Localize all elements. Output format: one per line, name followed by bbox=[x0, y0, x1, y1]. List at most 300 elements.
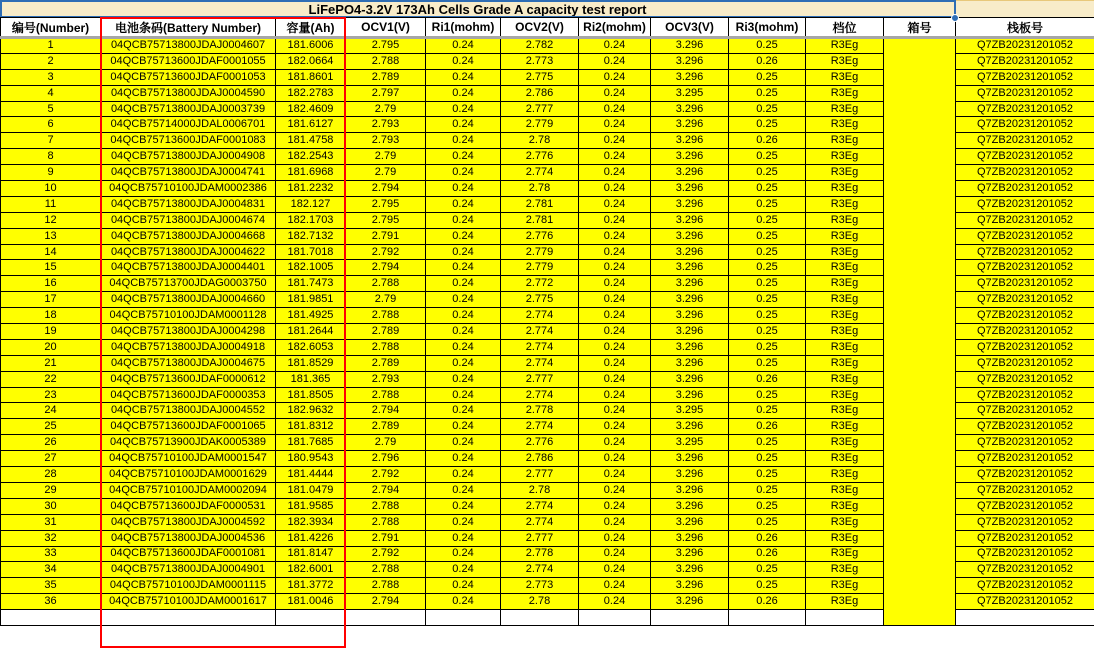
cell[interactable]: 34 bbox=[1, 562, 101, 578]
cell[interactable]: R3Eg bbox=[806, 53, 884, 69]
cell[interactable]: Q7ZB20231201052 bbox=[956, 451, 1094, 467]
cell[interactable]: 0.24 bbox=[579, 482, 651, 498]
cell[interactable]: 04QCB75713800JDAJ0004590 bbox=[101, 85, 276, 101]
cell[interactable]: 0.26 bbox=[729, 594, 806, 610]
cell[interactable]: 04QCB75710100JDAM0002094 bbox=[101, 482, 276, 498]
cell[interactable]: 04QCB75713600JDAF0000612 bbox=[101, 371, 276, 387]
cell[interactable]: 26 bbox=[1, 435, 101, 451]
cell[interactable]: R3Eg bbox=[806, 85, 884, 101]
cell[interactable]: 0.25 bbox=[729, 498, 806, 514]
cell[interactable]: 0.24 bbox=[579, 85, 651, 101]
cell[interactable]: 0.24 bbox=[579, 196, 651, 212]
cell[interactable]: Q7ZB20231201052 bbox=[956, 165, 1094, 181]
cell[interactable]: 0.26 bbox=[729, 419, 806, 435]
cell[interactable]: 04QCB75713800JDAJ0004675 bbox=[101, 355, 276, 371]
column-header[interactable]: Ri3(mohm) bbox=[729, 18, 806, 38]
cell[interactable]: 0.24 bbox=[426, 403, 501, 419]
cell[interactable]: 3.296 bbox=[651, 276, 729, 292]
cell[interactable]: 04QCB75710100JDAM0002386 bbox=[101, 181, 276, 197]
cell[interactable]: 0.26 bbox=[729, 133, 806, 149]
cell[interactable]: 04QCB75713800JDAJ0004901 bbox=[101, 562, 276, 578]
cell[interactable]: 182.1005 bbox=[276, 260, 346, 276]
cell[interactable]: 2.796 bbox=[346, 451, 426, 467]
cell[interactable]: 2.793 bbox=[346, 371, 426, 387]
cell[interactable]: 27 bbox=[1, 451, 101, 467]
cell[interactable]: Q7ZB20231201052 bbox=[956, 53, 1094, 69]
column-header[interactable]: 电池条码(Battery Number) bbox=[101, 18, 276, 38]
cell[interactable]: 2.781 bbox=[501, 196, 579, 212]
cell[interactable]: 35 bbox=[1, 578, 101, 594]
cell[interactable]: 3.296 bbox=[651, 38, 729, 54]
cell[interactable]: 3.296 bbox=[651, 53, 729, 69]
cell[interactable]: Q7ZB20231201052 bbox=[956, 260, 1094, 276]
cell[interactable]: R3Eg bbox=[806, 419, 884, 435]
cell[interactable]: 3.296 bbox=[651, 562, 729, 578]
cell[interactable]: 0.24 bbox=[426, 85, 501, 101]
column-header[interactable]: Ri2(mohm) bbox=[579, 18, 651, 38]
cell[interactable]: Q7ZB20231201052 bbox=[956, 212, 1094, 228]
cell[interactable]: 181.8312 bbox=[276, 419, 346, 435]
cell[interactable]: 3.296 bbox=[651, 228, 729, 244]
cell[interactable]: 18 bbox=[1, 308, 101, 324]
cell[interactable]: R3Eg bbox=[806, 276, 884, 292]
cell[interactable]: R3Eg bbox=[806, 228, 884, 244]
cell[interactable]: 31 bbox=[1, 514, 101, 530]
cell[interactable] bbox=[956, 610, 1094, 626]
cell[interactable]: 10 bbox=[1, 181, 101, 197]
cell[interactable]: 04QCB75713800JDAJ0004401 bbox=[101, 260, 276, 276]
cell[interactable]: 2.792 bbox=[346, 546, 426, 562]
cell[interactable]: 36 bbox=[1, 594, 101, 610]
cell[interactable]: 2.774 bbox=[501, 419, 579, 435]
cell[interactable]: 0.25 bbox=[729, 212, 806, 228]
cell[interactable]: R3Eg bbox=[806, 355, 884, 371]
column-header[interactable]: 档位 bbox=[806, 18, 884, 38]
cell[interactable]: 181.0046 bbox=[276, 594, 346, 610]
cell[interactable] bbox=[806, 610, 884, 626]
cell[interactable]: 2.793 bbox=[346, 133, 426, 149]
cell[interactable]: 3.296 bbox=[651, 69, 729, 85]
cell[interactable]: 0.24 bbox=[426, 165, 501, 181]
cell[interactable]: 0.25 bbox=[729, 260, 806, 276]
cell[interactable]: 2.788 bbox=[346, 578, 426, 594]
cell[interactable]: 30 bbox=[1, 498, 101, 514]
cell[interactable]: 0.25 bbox=[729, 578, 806, 594]
cell[interactable]: 3.296 bbox=[651, 339, 729, 355]
cell[interactable]: 04QCB75713800JDAJ0004298 bbox=[101, 324, 276, 340]
cell[interactable]: 0.24 bbox=[426, 355, 501, 371]
cell[interactable]: 2.78 bbox=[501, 133, 579, 149]
cell[interactable]: 0.24 bbox=[579, 276, 651, 292]
cell[interactable]: 04QCB75713600JDAF0001055 bbox=[101, 53, 276, 69]
cell[interactable] bbox=[1, 610, 101, 626]
cell[interactable]: 2.779 bbox=[501, 260, 579, 276]
cell[interactable]: 2.774 bbox=[501, 498, 579, 514]
cell[interactable]: R3Eg bbox=[806, 212, 884, 228]
cell[interactable]: 181.2644 bbox=[276, 324, 346, 340]
cell[interactable]: 2.794 bbox=[346, 482, 426, 498]
cell[interactable]: 0.24 bbox=[579, 308, 651, 324]
cell[interactable]: Q7ZB20231201052 bbox=[956, 69, 1094, 85]
cell[interactable]: 2.775 bbox=[501, 69, 579, 85]
cell[interactable]: 3.296 bbox=[651, 324, 729, 340]
cell[interactable]: 0.24 bbox=[579, 53, 651, 69]
cell[interactable]: R3Eg bbox=[806, 324, 884, 340]
cell[interactable]: 04QCB75713800JDAJ0004741 bbox=[101, 165, 276, 181]
cell[interactable]: 0.24 bbox=[426, 562, 501, 578]
cell[interactable]: 0.24 bbox=[579, 212, 651, 228]
cell[interactable]: Q7ZB20231201052 bbox=[956, 546, 1094, 562]
cell[interactable]: 181.3772 bbox=[276, 578, 346, 594]
cell[interactable]: 0.24 bbox=[579, 435, 651, 451]
cell[interactable]: 0.24 bbox=[579, 530, 651, 546]
cell[interactable]: 0.24 bbox=[426, 38, 501, 54]
cell[interactable]: 11 bbox=[1, 196, 101, 212]
cell[interactable]: 3.296 bbox=[651, 419, 729, 435]
cell[interactable]: 0.24 bbox=[579, 228, 651, 244]
cell[interactable]: Q7ZB20231201052 bbox=[956, 355, 1094, 371]
cell[interactable]: 2.788 bbox=[346, 514, 426, 530]
cell[interactable]: 0.24 bbox=[426, 324, 501, 340]
cell[interactable]: R3Eg bbox=[806, 514, 884, 530]
cell[interactable]: 04QCB75710100JDAM0001617 bbox=[101, 594, 276, 610]
cell[interactable]: 181.7685 bbox=[276, 435, 346, 451]
cell[interactable]: 04QCB75713600JDAF0001083 bbox=[101, 133, 276, 149]
cell[interactable]: 0.24 bbox=[426, 419, 501, 435]
cell[interactable]: 04QCB75713800JDAJ0003739 bbox=[101, 101, 276, 117]
cell[interactable]: 182.2543 bbox=[276, 149, 346, 165]
cell[interactable]: 04QCB75713600JDAF0001065 bbox=[101, 419, 276, 435]
cell[interactable]: 3.296 bbox=[651, 498, 729, 514]
cell[interactable]: Q7ZB20231201052 bbox=[956, 339, 1094, 355]
cell[interactable]: 2.779 bbox=[501, 117, 579, 133]
cell[interactable]: 04QCB75710100JDAM0001629 bbox=[101, 467, 276, 483]
cell[interactable]: 182.7132 bbox=[276, 228, 346, 244]
cell[interactable]: 2.788 bbox=[346, 562, 426, 578]
cell[interactable]: 2.795 bbox=[346, 38, 426, 54]
cell[interactable]: 2.788 bbox=[346, 276, 426, 292]
cell[interactable]: 0.24 bbox=[426, 339, 501, 355]
cell[interactable]: 2.794 bbox=[346, 260, 426, 276]
cell[interactable]: Q7ZB20231201052 bbox=[956, 482, 1094, 498]
cell[interactable]: 3.296 bbox=[651, 117, 729, 133]
cell[interactable]: 1 bbox=[1, 38, 101, 54]
cell[interactable]: 0.26 bbox=[729, 546, 806, 562]
cell[interactable] bbox=[501, 610, 579, 626]
cell[interactable]: 3.296 bbox=[651, 514, 729, 530]
cell[interactable]: 2.786 bbox=[501, 451, 579, 467]
cell[interactable]: 0.24 bbox=[426, 482, 501, 498]
cell[interactable] bbox=[579, 610, 651, 626]
cell[interactable]: 6 bbox=[1, 117, 101, 133]
cell[interactable]: Q7ZB20231201052 bbox=[956, 530, 1094, 546]
cell[interactable]: 0.24 bbox=[426, 276, 501, 292]
cell[interactable]: 3.296 bbox=[651, 594, 729, 610]
cell[interactable] bbox=[346, 610, 426, 626]
cell[interactable]: 0.24 bbox=[426, 435, 501, 451]
cell[interactable]: 15 bbox=[1, 260, 101, 276]
cell[interactable]: R3Eg bbox=[806, 435, 884, 451]
cell[interactable]: 2.778 bbox=[501, 546, 579, 562]
cell[interactable]: Q7ZB20231201052 bbox=[956, 101, 1094, 117]
cell[interactable]: 2.789 bbox=[346, 324, 426, 340]
cell[interactable]: 0.24 bbox=[426, 133, 501, 149]
cell[interactable]: 19 bbox=[1, 324, 101, 340]
cell[interactable]: R3Eg bbox=[806, 308, 884, 324]
cell[interactable]: R3Eg bbox=[806, 260, 884, 276]
cell[interactable]: 0.24 bbox=[579, 117, 651, 133]
cell[interactable]: 2.795 bbox=[346, 196, 426, 212]
cell[interactable]: Q7ZB20231201052 bbox=[956, 228, 1094, 244]
cell[interactable]: 0.24 bbox=[426, 546, 501, 562]
cell[interactable]: 2.788 bbox=[346, 53, 426, 69]
cell[interactable]: 2.788 bbox=[346, 339, 426, 355]
cell[interactable]: 2.777 bbox=[501, 371, 579, 387]
cell[interactable]: 181.6006 bbox=[276, 38, 346, 54]
cell[interactable]: Q7ZB20231201052 bbox=[956, 324, 1094, 340]
cell[interactable]: 0.24 bbox=[426, 196, 501, 212]
cell[interactable]: 0.25 bbox=[729, 101, 806, 117]
cell[interactable]: R3Eg bbox=[806, 562, 884, 578]
cell[interactable]: 2.776 bbox=[501, 435, 579, 451]
cell[interactable]: 181.9851 bbox=[276, 292, 346, 308]
cell[interactable]: 3.296 bbox=[651, 451, 729, 467]
cell[interactable]: Q7ZB20231201052 bbox=[956, 403, 1094, 419]
cell[interactable]: 2 bbox=[1, 53, 101, 69]
cell[interactable]: 0.24 bbox=[426, 308, 501, 324]
cell[interactable]: 0.25 bbox=[729, 482, 806, 498]
cell[interactable]: 3.296 bbox=[651, 355, 729, 371]
cell[interactable]: 2.78 bbox=[501, 181, 579, 197]
cell[interactable]: 182.6053 bbox=[276, 339, 346, 355]
cell[interactable]: 7 bbox=[1, 133, 101, 149]
cell[interactable]: 3.296 bbox=[651, 196, 729, 212]
cell[interactable]: 0.25 bbox=[729, 244, 806, 260]
cell[interactable]: R3Eg bbox=[806, 69, 884, 85]
cell[interactable]: 04QCB75713600JDAF0001053 bbox=[101, 69, 276, 85]
cell[interactable]: 2.794 bbox=[346, 181, 426, 197]
cell[interactable]: 0.25 bbox=[729, 403, 806, 419]
cell[interactable]: Q7ZB20231201052 bbox=[956, 85, 1094, 101]
cell[interactable]: 3.295 bbox=[651, 85, 729, 101]
cell[interactable]: R3Eg bbox=[806, 403, 884, 419]
cell[interactable]: 3.296 bbox=[651, 149, 729, 165]
cell[interactable]: 2.79 bbox=[346, 435, 426, 451]
cell[interactable]: R3Eg bbox=[806, 133, 884, 149]
cell[interactable] bbox=[426, 610, 501, 626]
cell[interactable]: R3Eg bbox=[806, 101, 884, 117]
cell[interactable]: R3Eg bbox=[806, 38, 884, 54]
cell[interactable]: 04QCB75713900JDAK0005389 bbox=[101, 435, 276, 451]
cell[interactable]: 13 bbox=[1, 228, 101, 244]
cell[interactable] bbox=[651, 610, 729, 626]
cell[interactable]: Q7ZB20231201052 bbox=[956, 38, 1094, 54]
cell[interactable]: 0.24 bbox=[426, 451, 501, 467]
cell[interactable]: 8 bbox=[1, 149, 101, 165]
cell[interactable]: 181.8147 bbox=[276, 546, 346, 562]
cell[interactable]: 32 bbox=[1, 530, 101, 546]
column-header[interactable]: OCV1(V) bbox=[346, 18, 426, 38]
cell[interactable]: 181.0479 bbox=[276, 482, 346, 498]
cell[interactable]: 3.295 bbox=[651, 403, 729, 419]
cell[interactable]: 4 bbox=[1, 85, 101, 101]
cell[interactable]: 04QCB75713800JDAJ0004918 bbox=[101, 339, 276, 355]
cell[interactable]: 0.25 bbox=[729, 514, 806, 530]
cell[interactable]: 3.296 bbox=[651, 578, 729, 594]
cell[interactable]: 181.365 bbox=[276, 371, 346, 387]
cell[interactable]: 0.25 bbox=[729, 324, 806, 340]
cell[interactable]: R3Eg bbox=[806, 467, 884, 483]
cell[interactable]: 24 bbox=[1, 403, 101, 419]
cell[interactable]: 0.24 bbox=[426, 514, 501, 530]
cell[interactable]: 2.779 bbox=[501, 244, 579, 260]
cell[interactable]: 0.25 bbox=[729, 292, 806, 308]
cell[interactable]: 2.776 bbox=[501, 228, 579, 244]
cell[interactable]: 2.789 bbox=[346, 355, 426, 371]
cell[interactable]: 17 bbox=[1, 292, 101, 308]
cell[interactable]: Q7ZB20231201052 bbox=[956, 514, 1094, 530]
cell[interactable]: 2.788 bbox=[346, 308, 426, 324]
cell[interactable]: Q7ZB20231201052 bbox=[956, 467, 1094, 483]
cell[interactable]: Q7ZB20231201052 bbox=[956, 149, 1094, 165]
cell[interactable]: 04QCB75713600JDAF0001081 bbox=[101, 546, 276, 562]
cell[interactable]: 0.24 bbox=[426, 387, 501, 403]
cell[interactable]: 2.777 bbox=[501, 467, 579, 483]
cell[interactable]: 181.9585 bbox=[276, 498, 346, 514]
fill-handle[interactable] bbox=[951, 14, 959, 22]
cell[interactable]: R3Eg bbox=[806, 594, 884, 610]
cell[interactable]: 0.24 bbox=[426, 101, 501, 117]
cell[interactable]: 04QCB75713800JDAJ0004622 bbox=[101, 244, 276, 260]
cell[interactable]: 2.781 bbox=[501, 212, 579, 228]
cell[interactable]: Q7ZB20231201052 bbox=[956, 594, 1094, 610]
cell[interactable]: 2.777 bbox=[501, 530, 579, 546]
cell[interactable]: 0.25 bbox=[729, 196, 806, 212]
cell[interactable]: 181.7018 bbox=[276, 244, 346, 260]
cell[interactable]: 22 bbox=[1, 371, 101, 387]
cell[interactable]: Q7ZB20231201052 bbox=[956, 308, 1094, 324]
cell[interactable]: Q7ZB20231201052 bbox=[956, 196, 1094, 212]
cell[interactable]: 0.24 bbox=[579, 324, 651, 340]
cell[interactable]: 04QCB75713800JDAJ0004668 bbox=[101, 228, 276, 244]
column-header[interactable]: 箱号 bbox=[884, 18, 956, 38]
cell[interactable]: Q7ZB20231201052 bbox=[956, 133, 1094, 149]
cell[interactable]: 2.774 bbox=[501, 562, 579, 578]
cell[interactable]: 2.789 bbox=[346, 419, 426, 435]
cell[interactable]: 0.24 bbox=[426, 149, 501, 165]
cell[interactable]: 3.296 bbox=[651, 546, 729, 562]
cell[interactable]: 2.788 bbox=[346, 387, 426, 403]
cell[interactable]: 23 bbox=[1, 387, 101, 403]
cell[interactable]: 2.791 bbox=[346, 530, 426, 546]
cell[interactable]: 0.24 bbox=[579, 578, 651, 594]
cell[interactable]: 2.789 bbox=[346, 69, 426, 85]
cell[interactable]: 3.296 bbox=[651, 387, 729, 403]
cell[interactable]: 182.0664 bbox=[276, 53, 346, 69]
cell[interactable]: 2.774 bbox=[501, 355, 579, 371]
cell[interactable]: 3.296 bbox=[651, 133, 729, 149]
cell[interactable]: 04QCB75713800JDAJ0004831 bbox=[101, 196, 276, 212]
cell[interactable]: 2.774 bbox=[501, 324, 579, 340]
cell[interactable]: 0.24 bbox=[579, 498, 651, 514]
cell[interactable]: 2.79 bbox=[346, 149, 426, 165]
cell[interactable]: 0.25 bbox=[729, 276, 806, 292]
cell[interactable]: 0.24 bbox=[426, 228, 501, 244]
cell[interactable]: 0.25 bbox=[729, 387, 806, 403]
cell[interactable]: 2.793 bbox=[346, 117, 426, 133]
cell[interactable]: 0.24 bbox=[579, 69, 651, 85]
cell[interactable]: 0.26 bbox=[729, 371, 806, 387]
cell[interactable]: 3 bbox=[1, 69, 101, 85]
cell[interactable]: 2.774 bbox=[501, 165, 579, 181]
cell[interactable]: 181.2232 bbox=[276, 181, 346, 197]
cell[interactable]: 2.777 bbox=[501, 101, 579, 117]
cell[interactable]: 0.24 bbox=[426, 53, 501, 69]
column-header[interactable]: 容量(Ah) bbox=[276, 18, 346, 38]
cell[interactable]: 28 bbox=[1, 467, 101, 483]
cell[interactable]: 0.26 bbox=[729, 53, 806, 69]
cell[interactable]: 0.24 bbox=[579, 403, 651, 419]
cell[interactable]: 0.24 bbox=[426, 69, 501, 85]
cell[interactable]: 0.24 bbox=[579, 467, 651, 483]
cell[interactable]: 2.792 bbox=[346, 244, 426, 260]
cell[interactable]: 12 bbox=[1, 212, 101, 228]
cell[interactable]: Q7ZB20231201052 bbox=[956, 419, 1094, 435]
cell[interactable]: R3Eg bbox=[806, 546, 884, 562]
cell[interactable]: 2.795 bbox=[346, 212, 426, 228]
cell[interactable]: 0.24 bbox=[426, 244, 501, 260]
cell[interactable]: R3Eg bbox=[806, 387, 884, 403]
cell[interactable]: 0.25 bbox=[729, 339, 806, 355]
cell[interactable]: 2.774 bbox=[501, 387, 579, 403]
cell[interactable]: 3.296 bbox=[651, 165, 729, 181]
cell[interactable]: 04QCB75710100JDAM0001128 bbox=[101, 308, 276, 324]
cell[interactable]: 2.786 bbox=[501, 85, 579, 101]
cell[interactable]: 0.25 bbox=[729, 435, 806, 451]
cell[interactable]: 0.24 bbox=[579, 451, 651, 467]
cell[interactable]: 0.24 bbox=[579, 562, 651, 578]
cell[interactable]: Q7ZB20231201052 bbox=[956, 387, 1094, 403]
cell[interactable]: 2.782 bbox=[501, 38, 579, 54]
cell[interactable]: 0.24 bbox=[579, 339, 651, 355]
cell[interactable]: 2.778 bbox=[501, 403, 579, 419]
cell[interactable]: 181.4758 bbox=[276, 133, 346, 149]
cell[interactable]: 0.24 bbox=[426, 117, 501, 133]
cell[interactable]: 2.773 bbox=[501, 53, 579, 69]
cell[interactable]: 0.25 bbox=[729, 451, 806, 467]
cell[interactable]: 0.24 bbox=[579, 546, 651, 562]
cell[interactable]: 2.797 bbox=[346, 85, 426, 101]
cell[interactable]: 0.24 bbox=[579, 244, 651, 260]
cell[interactable]: 180.9543 bbox=[276, 451, 346, 467]
cell[interactable]: 3.296 bbox=[651, 260, 729, 276]
cell[interactable]: 2.79 bbox=[346, 101, 426, 117]
cell[interactable]: 04QCB75713800JDAJ0004592 bbox=[101, 514, 276, 530]
cell[interactable]: 0.25 bbox=[729, 228, 806, 244]
cell[interactable]: 0.24 bbox=[426, 530, 501, 546]
cell[interactable]: 0.24 bbox=[426, 371, 501, 387]
cell[interactable]: 2.78 bbox=[501, 482, 579, 498]
cell[interactable]: 04QCB75710100JDAM0001547 bbox=[101, 451, 276, 467]
cell[interactable] bbox=[276, 610, 346, 626]
cell[interactable]: 3.296 bbox=[651, 482, 729, 498]
cell[interactable]: 2.79 bbox=[346, 292, 426, 308]
cell[interactable]: 2.773 bbox=[501, 578, 579, 594]
cell[interactable]: 0.25 bbox=[729, 85, 806, 101]
cell[interactable]: 0.24 bbox=[579, 355, 651, 371]
cell[interactable]: R3Eg bbox=[806, 244, 884, 260]
cell[interactable]: 182.2783 bbox=[276, 85, 346, 101]
